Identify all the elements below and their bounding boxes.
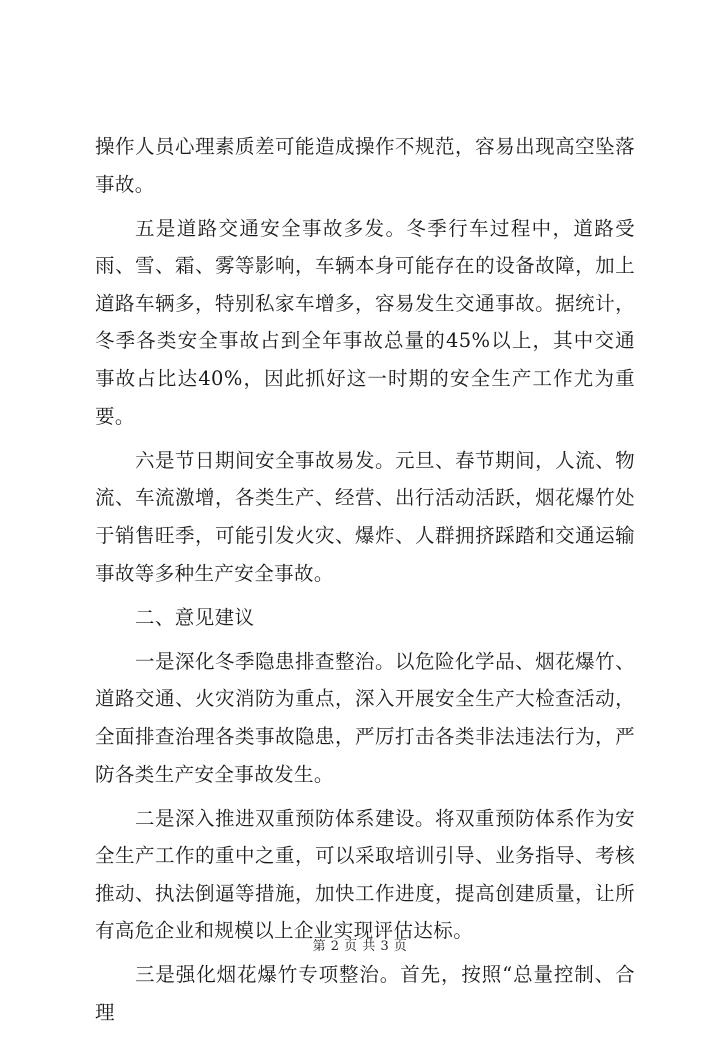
paragraph-fireworks-rectification: 三是强化烟花爆竹专项整治。首先，按照“总量控制、合理 [95,963,635,1025]
paragraph-traffic-accidents: 五是道路交通安全事故多发。冬季行车过程中，道路受雨、雪、霜、雾等影响，车辆本身可能存在的设备故障，加上道路车辆多，特别私家车增多，容易发生交通事故。据统计，冬季各类安全事故占到全年事故总量的45%以上，其中交通事故占比达40%，因此抓好这一时期的安全生产工作尤为重要。 [95,216,635,428]
section-heading-suggestions: 二、意见建议 [135,605,255,629]
paragraph-continuation: 操作人员心理素质差可能造成操作不规范，容易出现高空坠落事故。 [95,135,635,196]
page-number-footer: 第 2 页 共 3 页 [312,939,408,954]
paragraph-hazard-inspection: 一是深化冬季隐患排查整治。以危险化学品、烟花爆竹、道路交通、火灾消防为重点，深入开展安全生产大检查活动，全面排查治理各类事故隐患，严厉打击各类非法违法行为，严防各类生产安全事故发生。 [95,649,635,786]
document-body [95,128,635,1038]
paragraph-holiday-accidents: 六是节日期间安全事故易发。元旦、春节期间，人流、物流、车流激增，各类生产、经营、出行活动活跃，烟花爆竹处于销售旺季，可能引发火灾、爆炸、人群拥挤踩踏和交通运输事故等多种生产安全事故。 [95,448,635,585]
paragraph-dual-prevention: 二是深入推进双重预防体系建设。将双重预防体系作为安全生产工作的重中之重，可以采取培训引导、业务指导、考核推动、执法倒逼等措施，加快工作进度，提高创建质量，让所有高危企业和规模以上企业实现评估达标。 [95,806,635,943]
